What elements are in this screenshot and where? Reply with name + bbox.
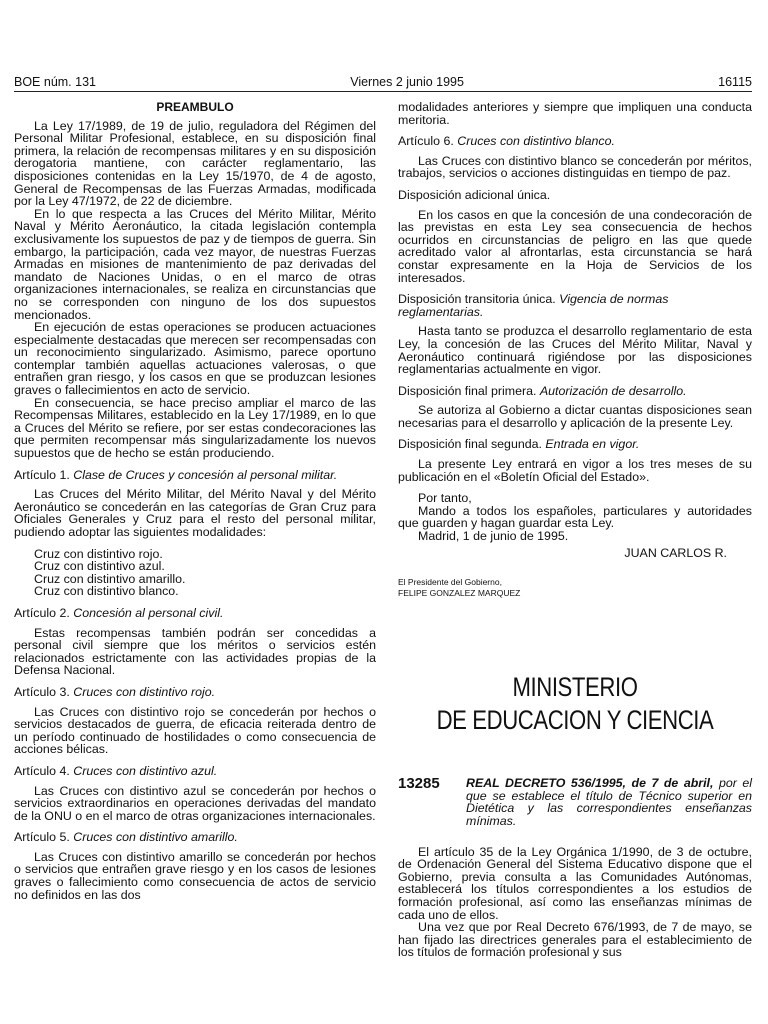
royal-signature: JUAN CARLOS R. — [624, 545, 727, 560]
provision-label: Disposición final primera. — [398, 383, 537, 398]
article-title: Cruces con distintivo blanco. — [457, 134, 615, 149]
paragraph: Las Cruces con distintivo amarillo se concederán por hechos o servicios que entrañen grave riesgo y en los casos de lesiones graves o fallecimiento como consecuencia de actos de servicio no definidos en las dos — [14, 849, 376, 902]
countersignature — [398, 577, 752, 599]
modalities-list — [14, 548, 376, 598]
ministry-line: DE EDUCACION Y CIENCIA — [436, 705, 714, 736]
article-title: Concesión al personal civil. — [73, 605, 224, 620]
paragraph: Estas recompensas también podrán ser concedidas a personal civil siempre que los méritos o servicios estén relacionados estrictamente con las actividades propias de la Defensa Nacional. — [14, 625, 376, 678]
page-number: 16115 — [718, 75, 752, 89]
list-item: Cruz con distintivo amarillo. — [34, 571, 186, 586]
preamble-title: PREAMBULO — [156, 100, 234, 114]
provision-label: Disposición final segunda. — [398, 437, 542, 452]
issue-date: Viernes 2 junio 1995 — [350, 75, 464, 89]
paragraph: Hasta tanto se produzca el desarrollo reglamentario de esta Ley, la concesión de las Cruces del Mérito Militar, Naval y Aeronáutico continuará rigiéndose por las disposiciones reglamentarias actualmente en vigor. — [398, 324, 752, 377]
provision-title: Entrada en vigor. — [545, 437, 640, 452]
list-item: Cruz con distintivo blanco. — [34, 584, 179, 599]
article-number: Artículo 6. — [398, 134, 454, 149]
closing-line: Por tanto, — [418, 491, 472, 506]
paragraph: Las Cruces del Mérito Militar, del Mérito Naval y del Mérito Aeronáutico se concederán en las categorías de Gran Cruz para Oficiales Generales y Cruz para el resto del personal militar, pudiendo adoptar las siguientes modalidades: — [14, 487, 376, 539]
paragraph: El artículo 35 de la Ley Orgánica 1/1990, de 3 de octubre, de Ordenación General del Sistema Educativo dispone que el Gobierno, previa consulta a las Comunidades Autónomas, establecerá los títulos correspondientes a los estudios de formación profesional, así como las enseñanzas mínimas de cada uno de ellos. — [398, 844, 752, 922]
paragraph: En los casos en que la concesión de una condecoración de las previstas en esta Ley sea consecuencia de hechos ocurridos en circunstancias de peligro en las que quede acreditado valor al afrontarlas, esta circunstancia se hará constar expresamente en la Hoja de Servicios de los interesados. — [398, 207, 752, 285]
provision-label: Disposición transitoria única. — [398, 292, 556, 307]
article-heading — [14, 607, 376, 620]
article-title: Cruces con distintivo amarillo. — [73, 830, 238, 845]
left-column — [14, 101, 376, 901]
provision-heading — [398, 293, 752, 318]
president-name: FELIPE GONZALEZ MARQUEZ — [398, 588, 521, 599]
provision-heading — [398, 438, 752, 451]
paragraph: Las Cruces con distintivo rojo se concederán por hechos o servicios destacados de guerra, de eficacia reiterada dentro de un período continuado de hostilidades o como consecuencia de acciones bélicas. — [14, 704, 376, 757]
article-number: Artículo 1. — [14, 467, 70, 482]
list-item: Cruz con distintivo rojo. — [34, 546, 163, 561]
paragraph: Las Cruces con distintivo azul se concederán por hechos o servicios extraordinarios en operaciones derivadas del mandato de la ONU o en el marco de otras organizaciones internacionales. — [14, 783, 376, 823]
closing-line: Mando a todos los españoles, particulares y autoridades que guarden y hagan guardar esta Ley. — [398, 503, 752, 531]
article-number: Artículo 2. — [14, 605, 70, 620]
header-rule — [14, 91, 752, 92]
paragraph: La presente Ley entrará en vigor a los tres meses de su publicación en el «Boletín Oficial del Estado». — [398, 457, 752, 484]
page-header — [14, 75, 752, 89]
president-title: El Presidente del Gobierno, — [398, 577, 502, 588]
article-number: Artículo 4. — [14, 763, 70, 778]
provision-heading — [398, 385, 752, 398]
paragraph: La Ley 17/1989, de 19 de julio, reguladora del Régimen del Personal Militar Profesional, establece, en su disposición final primera, la relación de recompensas militares y en su disposición derogatoria mantiene, con carácter reglamentario, las disposiciones contenidas en la Ley 15/1970, de 4 de agosto, General de Recompensas de las Fuerzas Armadas, modificada por la Ley 47/1972, de 22 de diciembre. — [14, 118, 376, 209]
paragraph: En lo que respecta a las Cruces del Mérito Militar, Mérito Naval y Mérito Aeronáutico, la citada legislación contempla exclusivamente los supuestos de paz y de tiempos de guerra. Sin embargo, la participación, cada vez mayor, de nuestras Fuerzas Armadas en misiones de mantenimiento de paz derivadas del mandato de Naciones Unidas, o en el marco de otras organizaciones internacionales, se realiza en circunstancias que no se corresponden con ninguno de los dos supuestos mencionados. — [14, 206, 376, 322]
provision-title: Vigencia de normas reglamentarias. — [398, 292, 669, 319]
article-title: Cruces con distintivo azul. — [73, 763, 218, 778]
journal-issue: BOE núm. 131 — [14, 75, 96, 89]
article-heading — [398, 135, 752, 148]
ministry-line: MINISTERIO — [512, 672, 638, 703]
article-heading — [14, 831, 376, 844]
provision-heading: Disposición adicional única. — [398, 187, 551, 202]
decree-title-bold: REAL DECRETO 536/1995, de 7 de abril, — [466, 776, 714, 791]
ministry-heading — [430, 671, 720, 737]
list-item: Cruz con distintivo azul. — [34, 559, 165, 574]
decree-title — [466, 777, 752, 827]
article-heading — [14, 686, 376, 699]
article-number: Artículo 3. — [14, 684, 70, 699]
paragraph-continuation: modalidades anteriores y siempre que impliquen una conducta meritoria. — [398, 100, 752, 127]
provision-title: Autorización de desarrollo. — [539, 383, 687, 398]
article-title: Clase de Cruces y concesión al personal militar. — [73, 467, 338, 482]
decree-title-rest: por el que se establece el título de Técnico superior en Dietética y las correspondientes enseñanzas mínimas. — [466, 776, 752, 828]
paragraph: En consecuencia, se hace preciso ampliar el marco de las Recompensas Militares, establecido en la Ley 17/1989, en lo que a Cruces del Mérito se refiere, por ser estas condecoraciones las que permiten recompensar más singularizadamente los nuevos supuestos que de hecho se están produciendo. — [14, 395, 376, 461]
paragraph: Se autoriza al Gobierno a dictar cuantas disposiciones sean necesarias para el desarrollo y aplicación de la presente Ley. — [398, 403, 752, 430]
right-column — [398, 101, 752, 959]
paragraph: Las Cruces con distintivo blanco se concederán por méritos, trabajos, servicios o acciones distinguidas en tiempo de paz. — [398, 153, 752, 181]
article-number: Artículo 5. — [14, 830, 70, 845]
article-heading — [14, 469, 376, 482]
decree-heading — [398, 777, 752, 827]
article-title: Cruces con distintivo rojo. — [73, 684, 216, 699]
paragraph: En ejecución de estas operaciones se producen actuaciones especialmente destacadas que merecen ser recompensadas con un reconocimiento singularizado. Asimismo, parece oportuno contemplar también aquellas actuaciones valerosas, o que entrañen gran riesgo, y los casos en que se produzcan lesiones graves o fallecimientos en acto de servicio. — [14, 320, 376, 398]
decree-number: 13285 — [398, 775, 440, 793]
paragraph: Una vez que por Real Decreto 676/1993, de 7 de mayo, se han fijado las directrices generales para el establecimiento de los títulos de formación profesional y sus — [398, 920, 752, 960]
article-heading — [14, 765, 376, 778]
closing-date: Madrid, 1 de junio de 1995. — [418, 529, 569, 544]
